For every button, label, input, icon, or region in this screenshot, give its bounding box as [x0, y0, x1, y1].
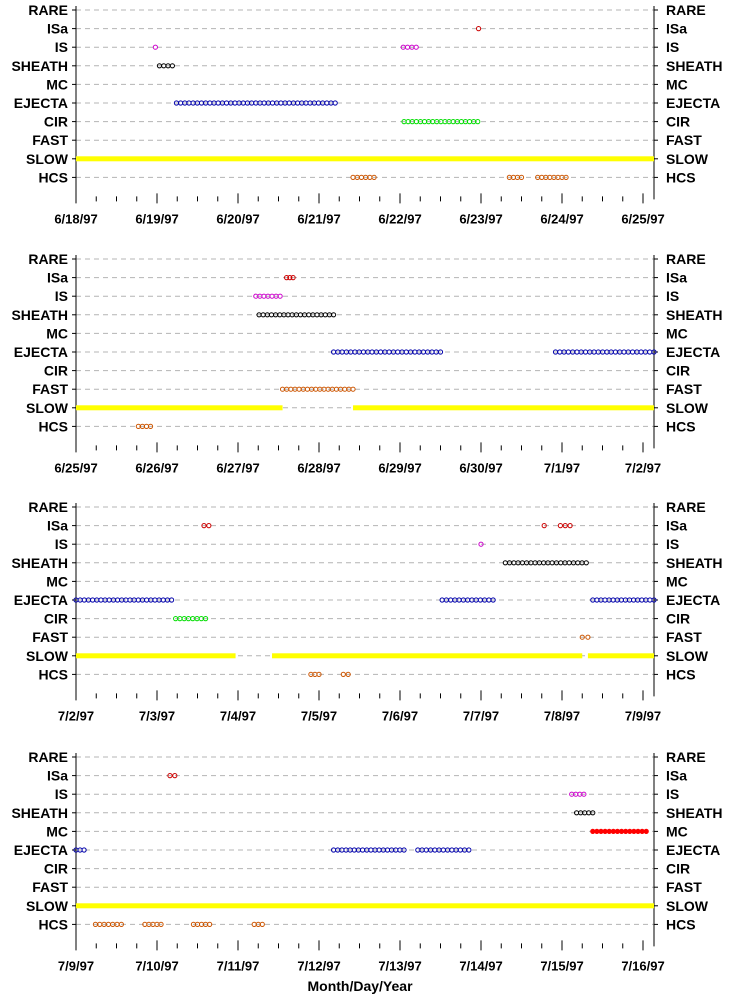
category-label-left: RARE — [28, 499, 68, 515]
category-label-right: HCS — [666, 916, 696, 933]
slow-band — [76, 653, 236, 658]
category-label-left: SLOW — [26, 150, 68, 167]
category-label-right: IS — [666, 786, 680, 803]
x-tick-label: 7/15/97 — [540, 958, 584, 974]
category-label-right: FAST — [666, 381, 702, 398]
category-label-right: RARE — [666, 251, 706, 267]
category-label-right: CIR — [666, 362, 691, 379]
slow-band — [76, 903, 654, 908]
category-label-right: IS — [666, 288, 680, 305]
panel-3 — [11, 499, 722, 723]
data-point — [640, 829, 644, 833]
category-label-right: MC — [666, 823, 688, 840]
interval-ejecta — [331, 350, 442, 354]
data-point — [261, 313, 265, 317]
data-point — [624, 829, 628, 833]
x-tick-label: 6/18/97 — [54, 211, 98, 227]
x-tick-label: 6/23/97 — [459, 211, 503, 227]
data-point — [162, 64, 166, 68]
category-label-right: CIR — [666, 610, 691, 627]
data-point — [632, 829, 636, 833]
category-label-left: SLOW — [26, 399, 68, 416]
category-label-left: HCS — [38, 418, 68, 435]
category-label-right: EJECTA — [666, 95, 721, 111]
category-label-right: RARE — [666, 2, 706, 18]
category-label-right: IS — [666, 39, 680, 56]
data-point — [576, 561, 580, 565]
category-label-left: FAST — [32, 879, 68, 896]
x-axis-label: Month/Day/Year — [307, 978, 413, 994]
category-label-right: SLOW — [666, 647, 708, 664]
data-point — [558, 524, 562, 528]
x-tick-label: 7/12/97 — [297, 958, 341, 974]
interval-ejecta — [553, 350, 656, 354]
x-tick-label: 6/19/97 — [135, 211, 179, 227]
category-label-left: FAST — [32, 629, 68, 646]
data-point — [639, 350, 643, 354]
x-tick-label: 6/30/97 — [459, 460, 503, 476]
category-label-left: ISa — [46, 517, 68, 534]
x-tick-label: 6/24/97 — [540, 211, 584, 227]
category-label-left: IS — [54, 288, 68, 305]
data-point — [269, 313, 273, 317]
data-point — [351, 387, 355, 391]
category-label-right: SHEATH — [666, 306, 723, 323]
x-tick-label: 7/8/97 — [543, 708, 581, 724]
data-point — [333, 101, 337, 105]
category-label-left: SHEATH — [11, 804, 68, 821]
category-label-left: SHEATH — [11, 554, 68, 571]
interval-is — [153, 45, 157, 49]
category-label-left: HCS — [38, 666, 68, 683]
x-tick-label: 7/14/97 — [459, 958, 503, 974]
category-label-right: EJECTA — [666, 592, 721, 608]
category-label-right: SLOW — [666, 399, 708, 416]
data-point — [414, 120, 418, 124]
panel-1 — [11, 2, 722, 226]
x-tick-label: 7/5/97 — [300, 708, 338, 724]
data-point — [414, 45, 418, 49]
category-label-left: EJECTA — [13, 842, 68, 858]
x-tick-label: 7/10/97 — [135, 958, 179, 974]
category-label-left: MC — [46, 573, 68, 590]
category-label-left: MC — [46, 823, 68, 840]
category-label-right: SHEATH — [666, 804, 723, 821]
category-label-right: FAST — [666, 879, 702, 896]
category-label-right: FAST — [666, 132, 702, 149]
slow-band — [76, 156, 654, 161]
category-label-right: SLOW — [666, 150, 708, 167]
category-label-left: IS — [54, 536, 68, 553]
category-label-left: MC — [46, 325, 68, 342]
data-point — [153, 45, 157, 49]
category-label-left: ISa — [46, 269, 68, 286]
category-label-left: EJECTA — [13, 344, 68, 360]
data-point — [216, 101, 220, 105]
panel-2 — [11, 251, 722, 475]
category-label-right: MC — [666, 76, 688, 93]
category-label-right: SHEATH — [666, 57, 723, 74]
category-label-left: HCS — [38, 916, 68, 933]
category-label-right: FAST — [666, 629, 702, 646]
category-label-right: RARE — [666, 499, 706, 515]
data-point — [558, 350, 562, 354]
interval-isa — [476, 27, 480, 31]
category-label-right: CIR — [666, 113, 691, 130]
category-label-right: SHEATH — [666, 554, 723, 571]
category-label-left: ISa — [46, 20, 68, 37]
x-tick-label: 6/20/97 — [216, 211, 260, 227]
category-label-right: HCS — [666, 418, 696, 435]
x-tick-label: 6/25/97 — [54, 460, 98, 476]
category-label-left: SLOW — [26, 647, 68, 664]
category-label-left: CIR — [43, 113, 68, 130]
x-tick-label: 7/16/97 — [621, 958, 665, 974]
slow-band — [353, 405, 654, 410]
data-point — [441, 848, 445, 852]
data-point — [99, 598, 103, 602]
interval-mc — [591, 829, 649, 833]
interval-hcs — [351, 175, 376, 179]
category-label-left: RARE — [28, 2, 68, 18]
slow-band — [272, 653, 582, 658]
category-label-right: ISa — [666, 517, 688, 534]
category-label-left: CIR — [43, 860, 68, 877]
data-point — [279, 101, 283, 105]
category-label-right: MC — [666, 573, 688, 590]
data-point — [396, 350, 400, 354]
x-tick-label: 7/9/97 — [57, 958, 95, 974]
data-point — [591, 829, 595, 833]
data-point — [567, 561, 571, 565]
x-tick-label: 7/11/97 — [216, 958, 260, 974]
slow-band — [76, 405, 283, 410]
x-tick-label: 6/26/97 — [135, 460, 179, 476]
data-point — [636, 829, 640, 833]
category-label-left: SHEATH — [11, 306, 68, 323]
data-point — [619, 829, 623, 833]
category-label-left: FAST — [32, 381, 68, 398]
category-label-left: FAST — [32, 132, 68, 149]
category-label-left: RARE — [28, 749, 68, 765]
data-point — [207, 524, 211, 528]
slow-band — [588, 653, 654, 658]
category-label-right: ISa — [666, 767, 688, 784]
x-tick-label: 6/28/97 — [297, 460, 341, 476]
x-tick-label: 6/27/97 — [216, 460, 260, 476]
data-point — [297, 387, 301, 391]
data-point — [648, 350, 652, 354]
category-label-right: HCS — [666, 666, 696, 683]
x-tick-label: 7/4/97 — [219, 708, 257, 724]
category-label-left: MC — [46, 76, 68, 93]
x-tick-label: 7/2/97 — [57, 708, 95, 724]
data-point — [648, 598, 652, 602]
data-point — [351, 175, 355, 179]
category-label-right: EJECTA — [666, 344, 721, 360]
data-point — [628, 829, 632, 833]
data-point — [459, 120, 463, 124]
category-label-right: SLOW — [666, 897, 708, 914]
category-label-left: IS — [54, 786, 68, 803]
data-point — [450, 848, 454, 852]
data-point — [595, 829, 599, 833]
x-tick-label: 7/2/97 — [624, 460, 662, 476]
x-tick-label: 6/25/97 — [621, 211, 665, 227]
x-tick-label: 6/21/97 — [297, 211, 341, 227]
category-label-left: ISa — [46, 767, 68, 784]
category-label-right: ISa — [666, 269, 688, 286]
data-point — [369, 848, 373, 852]
x-tick-label: 6/22/97 — [378, 211, 422, 227]
category-label-right: EJECTA — [666, 842, 721, 858]
panel-4 — [11, 749, 722, 973]
x-tick-label: 7/1/97 — [543, 460, 581, 476]
interval-hcs — [93, 922, 123, 926]
data-point — [599, 829, 603, 833]
x-tick-label: 7/6/97 — [381, 708, 419, 724]
category-label-left: HCS — [38, 169, 68, 186]
data-point — [422, 120, 426, 124]
data-point — [607, 829, 611, 833]
data-point — [603, 598, 607, 602]
data-point — [644, 829, 648, 833]
data-point — [467, 120, 471, 124]
interval-ejecta — [416, 848, 471, 852]
data-point — [315, 313, 319, 317]
data-point — [615, 829, 619, 833]
category-label-right: MC — [666, 325, 688, 342]
x-tick-label: 7/7/97 — [462, 708, 500, 724]
x-tick-label: 7/9/97 — [624, 708, 662, 724]
x-tick-label: 6/29/97 — [378, 460, 422, 476]
data-point — [387, 350, 391, 354]
category-label-right: RARE — [666, 749, 706, 765]
x-tick-label: 7/3/97 — [138, 708, 176, 724]
data-point — [603, 829, 607, 833]
category-label-left: EJECTA — [13, 95, 68, 111]
category-label-right: IS — [666, 536, 680, 553]
data-point — [611, 829, 615, 833]
x-tick-label: 7/13/97 — [378, 958, 422, 974]
category-label-left: IS — [54, 39, 68, 56]
data-point — [153, 598, 157, 602]
category-label-right: CIR — [666, 860, 691, 877]
category-label-right: ISa — [666, 20, 688, 37]
category-label-left: SLOW — [26, 897, 68, 914]
category-label-right: HCS — [666, 169, 696, 186]
interval-sheath — [503, 561, 588, 565]
data-point — [476, 27, 480, 31]
category-label-left: EJECTA — [13, 592, 68, 608]
data-point — [224, 101, 228, 105]
category-label-left: CIR — [43, 610, 68, 627]
category-label-left: CIR — [43, 362, 68, 379]
category-label-left: SHEATH — [11, 57, 68, 74]
interval-fast — [280, 387, 355, 391]
category-label-left: RARE — [28, 251, 68, 267]
